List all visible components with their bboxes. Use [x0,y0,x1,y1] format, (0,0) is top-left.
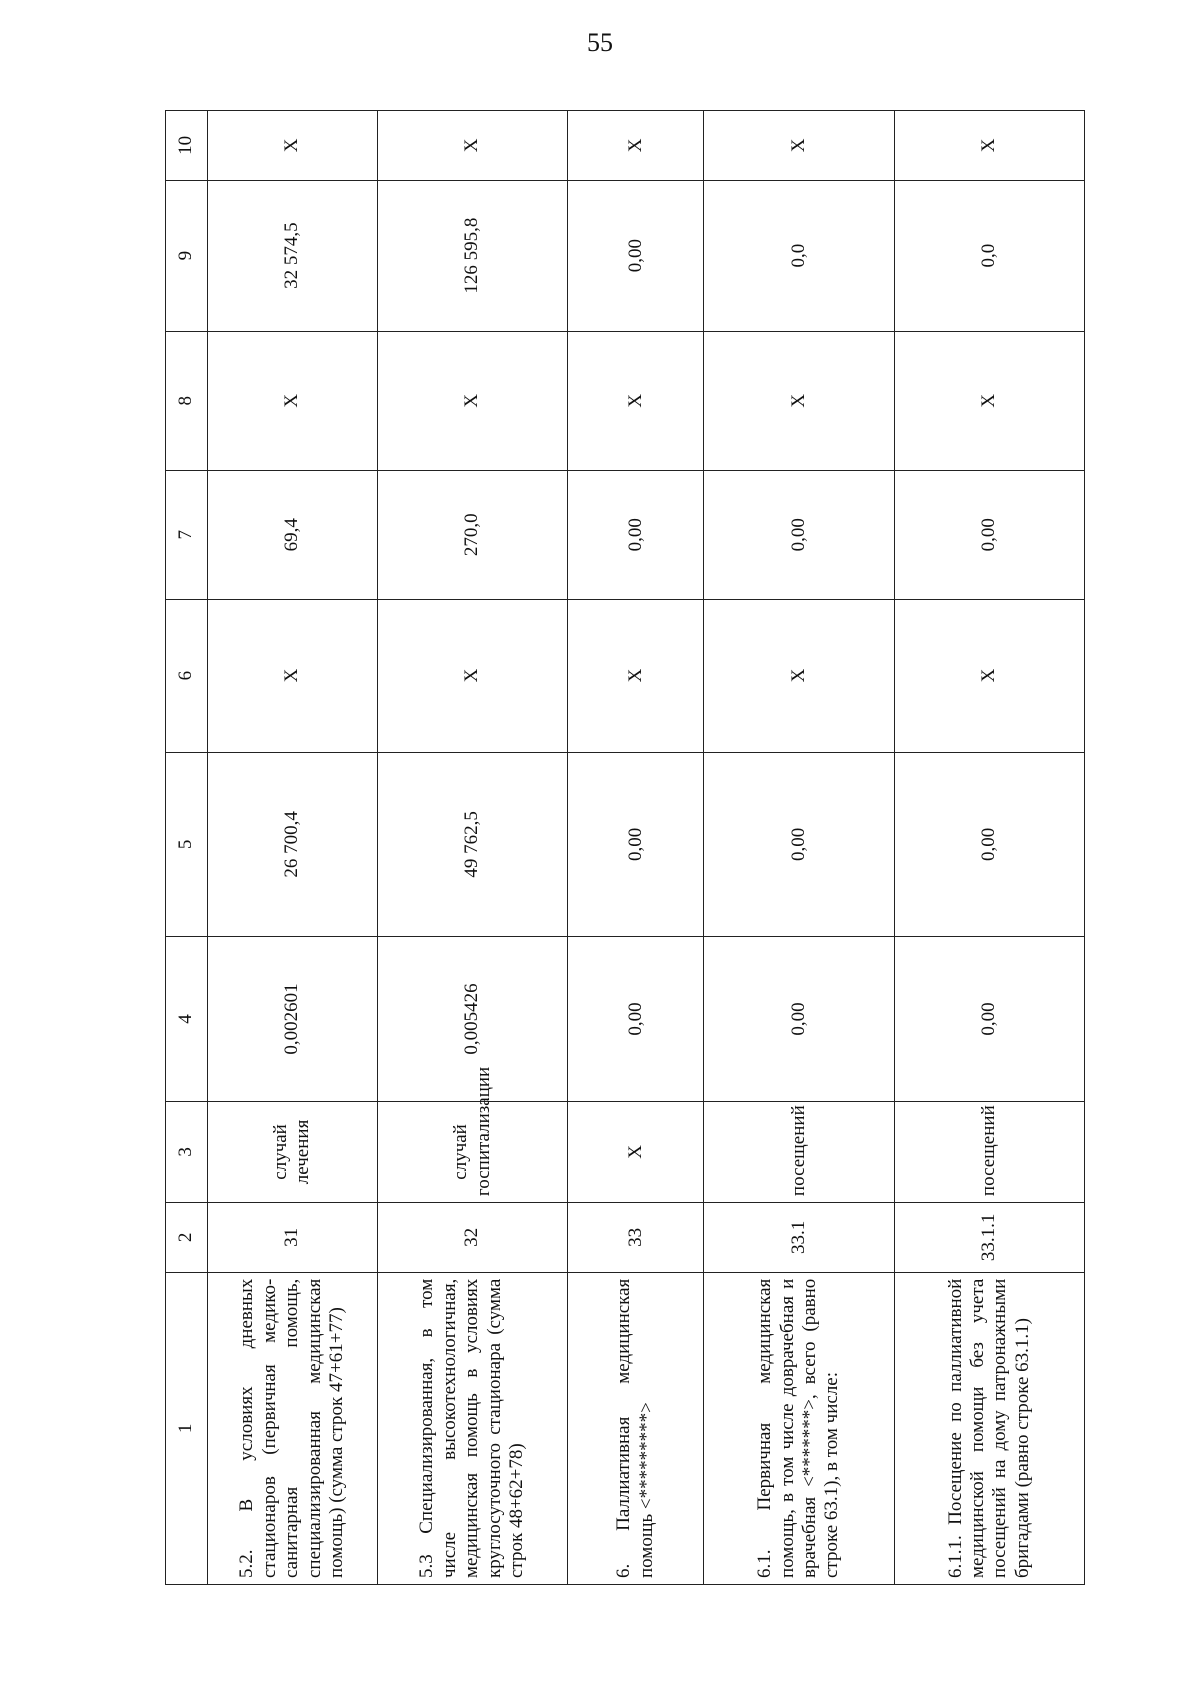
header-cell-4: 4 [166,937,208,1102]
cell-col8: X [568,331,704,470]
cell-col8: X [894,331,1084,470]
cell-col4: 0,005426 [377,937,567,1102]
cell-col5: 49 762,5 [377,752,567,937]
page-number: 55 [587,28,613,57]
cell-col4: 0,00 [568,937,704,1102]
header-cell-1: 1 [166,1272,208,1584]
cell-col6: X [568,599,704,752]
header-cell-7: 7 [166,470,208,599]
header-cell-2: 2 [166,1203,208,1273]
row-unit: посещений [704,1101,894,1202]
row-number: 33.1 [704,1203,894,1273]
cell-col8: X [704,331,894,470]
table-row [894,111,1084,1585]
table-row [377,111,567,1585]
header-cell-3: 3 [166,1101,208,1202]
header-cell-8: 8 [166,331,208,470]
cell-col7: 270,0 [377,470,567,599]
cell-col8: X [377,331,567,470]
cell-col9: 32 574,5 [207,180,377,331]
row-number: 33.1.1 [894,1203,1084,1273]
cell-col8: X [207,331,377,470]
cell-col5: 0,00 [894,752,1084,937]
cell-col9: 0,00 [568,180,704,331]
cell-col4: 0,00 [704,937,894,1102]
cell-col6: X [894,599,1084,752]
row-unit: случай лечения [207,1101,377,1202]
header-cell-6: 6 [166,599,208,752]
row-description: 6.1.1. Посещение по паллиативной медицинской помощи без учета посещений на дому патронажными бригадами (равно строке 63.1.1) [894,1272,1084,1584]
cell-col5: 0,00 [568,752,704,937]
cell-col10: X [207,111,377,181]
cell-col10: X [568,111,704,181]
cell-col5: 0,00 [704,752,894,937]
header-cell-5: 5 [166,752,208,937]
table-row [704,111,894,1585]
row-description: 5.2. В условиях дневных стационаров (первичная медико-санитарная помощь, специализированная медицинская помощь) (сумма строк 47+61+77) [207,1272,377,1584]
row-unit: X [568,1101,704,1202]
row-description: 6.1. Первичная медицинская помощь, в том числе доврачебная и врачебная <*******>, всего (равно строке 63.1), в том числе: [704,1272,894,1584]
table-row [568,111,704,1585]
table-row [207,111,377,1585]
cell-col7: 0,00 [894,470,1084,599]
cell-col9: 126 595,8 [377,180,567,331]
cell-col6: X [704,599,894,752]
cell-col10: X [377,111,567,181]
row-description: 5.3 Специализированная, в том числе высокотехнологичная, медицинская помощь в условиях круглосуточного стационара (сумма строк 48+62+78) [377,1272,567,1584]
cell-col7: 69,4 [207,470,377,599]
cell-col9: 0,0 [894,180,1084,331]
header-row [166,111,208,1585]
cell-col6: X [207,599,377,752]
rotated-table-sheet [165,110,1085,1585]
header-cell-10: 10 [166,111,208,181]
row-number: 33 [568,1203,704,1273]
data-table [165,110,1085,1585]
row-unit: случай госпитализации [377,1101,567,1202]
cell-col7: 0,00 [704,470,894,599]
cell-col10: X [704,111,894,181]
cell-col10: X [894,111,1084,181]
cell-col4: 0,002601 [207,937,377,1102]
cell-col5: 26 700,4 [207,752,377,937]
header-cell-9: 9 [166,180,208,331]
cell-col9: 0,0 [704,180,894,331]
cell-col4: 0,00 [894,937,1084,1102]
row-number: 32 [377,1203,567,1273]
row-unit: посещений [894,1101,1084,1202]
row-description: 6. Паллиативная медицинская помощь <*********> [568,1272,704,1584]
cell-col7: 0,00 [568,470,704,599]
row-number: 31 [207,1203,377,1273]
cell-col6: X [377,599,567,752]
